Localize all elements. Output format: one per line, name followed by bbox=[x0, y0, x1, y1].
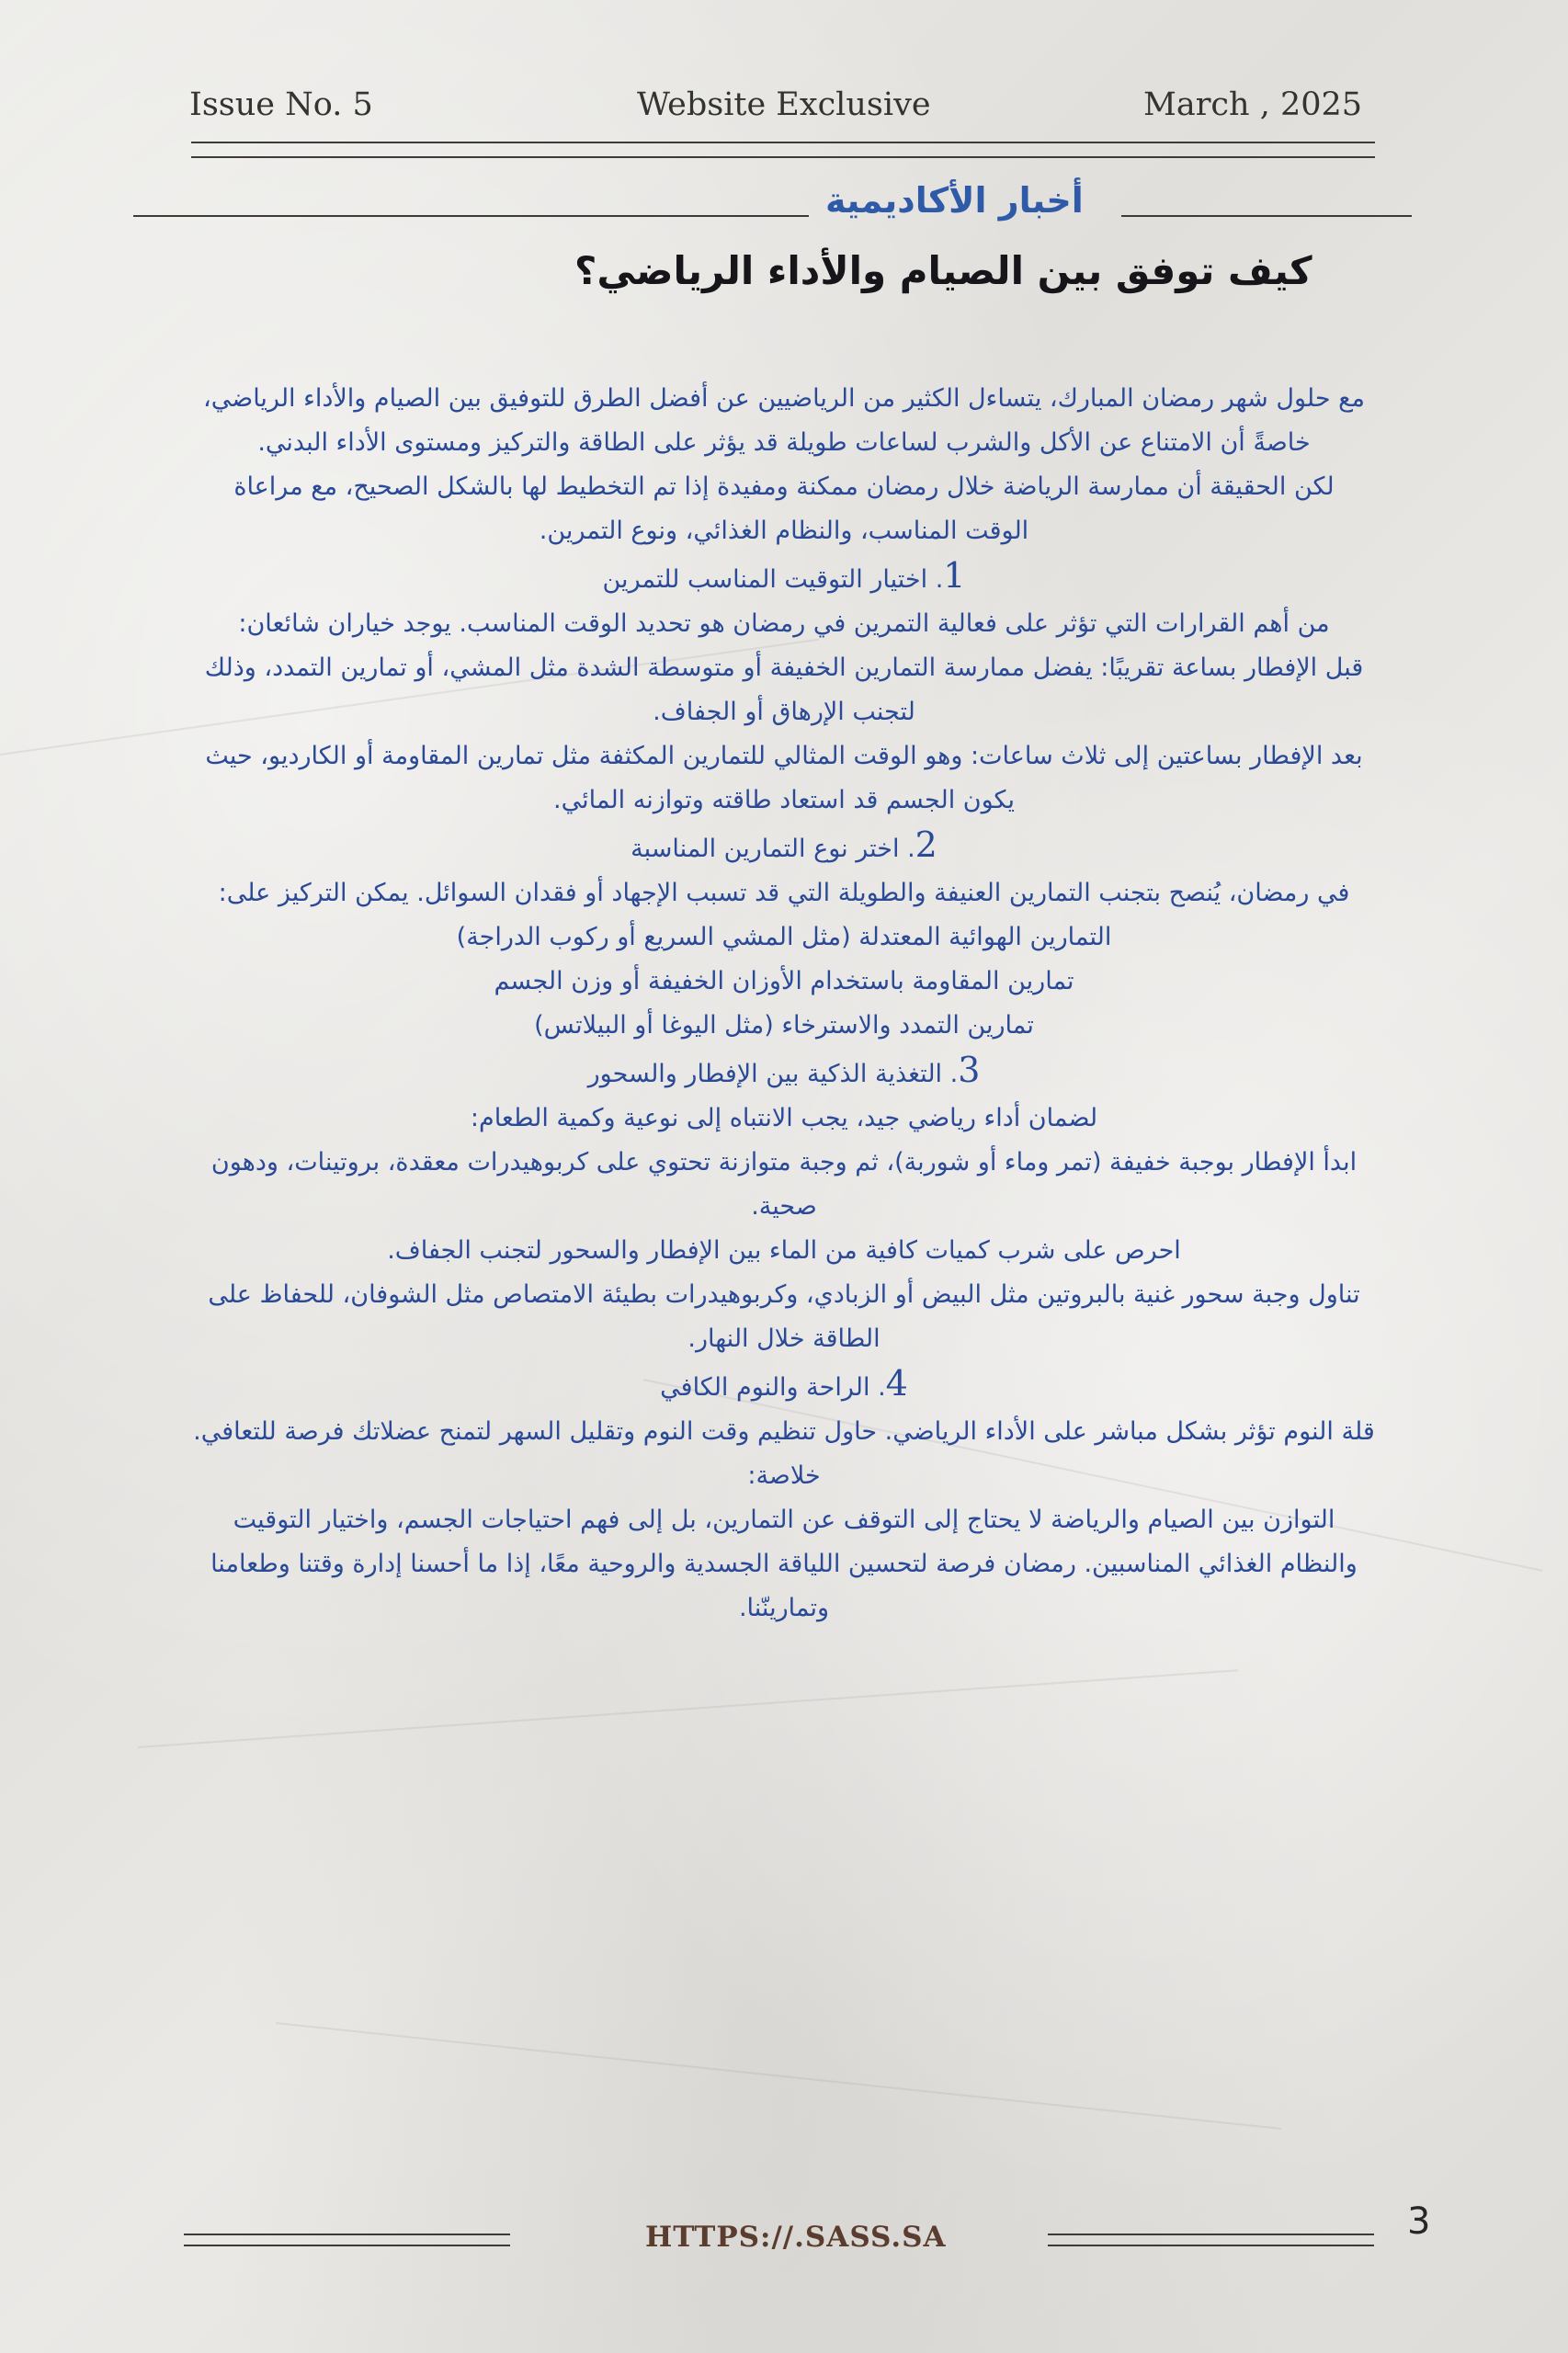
paper-crease bbox=[138, 1669, 1238, 1748]
section-number: 2 bbox=[915, 824, 937, 865]
section-heading-text: الراحة والنوم الكافي bbox=[660, 1373, 870, 1402]
footer-url-link[interactable]: HTTPS://.SASS.SA bbox=[645, 2221, 947, 2254]
section-heading-1: 1. اختيار التوقيت المناسب للتمرين bbox=[602, 555, 966, 596]
article-body bbox=[37, 377, 1531, 1631]
issue-number: Issue No. 5 bbox=[189, 86, 373, 123]
section-heading-2: 2. اختر نوع التمارين المناسبة bbox=[631, 824, 937, 865]
body-line: لتجنب الإرهاق أو الجفاف. bbox=[653, 698, 915, 726]
body-line: تناول وجبة سحور غنية بالبروتين مثل البيض أو الزبادي، وكربوهيدرات بطيئة الامتصاص مثل الشوفان، للحفاظ على bbox=[208, 1280, 1360, 1309]
body-line: الطاقة خلال النهار. bbox=[687, 1324, 881, 1353]
body-line: تمارين التمدد والاسترخاء (مثل اليوغا أو البيلاتس) bbox=[534, 1011, 1034, 1040]
header-rule-top bbox=[191, 142, 1375, 143]
intro-line: الوقت المناسب، والنظام الغذائي، ونوع التمرين. bbox=[539, 517, 1029, 545]
body-line: تمارين المقاومة باستخدام الأوزان الخفيفة أو وزن الجسم bbox=[494, 967, 1074, 995]
body-line: وتمارينّنا. bbox=[738, 1594, 830, 1622]
edition-label: Website Exclusive bbox=[637, 86, 931, 123]
issue-date: March , 2025 bbox=[1143, 86, 1363, 123]
section-rule-right bbox=[1121, 215, 1412, 217]
body-line: قبل الإفطار بساعة تقريبًا: يفضل ممارسة التمارين الخفيفة أو متوسطة الشدة مثل المشي، أو تمارين التمدد، وذلك bbox=[204, 654, 1364, 682]
body-line: والنظام الغذائي المناسبين. رمضان فرصة لتحسين اللياقة الجسدية والروحية معًا، إذا ما أحسنا إدارة وقتنا وطعامنا bbox=[210, 1550, 1358, 1578]
intro-line: مع حلول شهر رمضان المبارك، يتساءل الكثير من الرياضيين عن أفضل الطرق للتوفيق بين الصيام والأداء الرياضي، bbox=[203, 384, 1365, 413]
section-heading-text: اختر نوع التمارين المناسبة bbox=[631, 835, 900, 863]
body-line: لضمان أداء رياضي جيد، يجب الانتباه إلى نوعية وكمية الطعام: bbox=[470, 1104, 1098, 1132]
page-number: 3 bbox=[1407, 2200, 1431, 2243]
body-line: التمارين الهوائية المعتدلة (مثل المشي السريع أو ركوب الدراجة) bbox=[456, 923, 1112, 951]
body-line: ابدأ الإفطار بوجبة خفيفة (تمر وماء أو شوربة)، ثم وجبة متوازنة تحتوي على كربوهيدرات معقدة، بروتينات، ودهون bbox=[210, 1148, 1358, 1176]
section-number: 1 bbox=[943, 555, 966, 596]
body-line: من أهم القرارات التي تؤثر على فعالية التمرين في رمضان هو تحديد الوقت المناسب. يوجد خياران شائعان: bbox=[238, 609, 1330, 638]
section-number: 4 bbox=[885, 1363, 908, 1404]
body-line: احرص على شرب كميات كافية من الماء بين الإفطار والسحور لتجنب الجفاف. bbox=[387, 1236, 1181, 1265]
section-heading-text: التغذية الذكية بين الإفطار والسحور bbox=[587, 1060, 943, 1088]
footer-rule-right-bottom bbox=[1048, 2245, 1374, 2246]
paper-crease bbox=[276, 2022, 1281, 2130]
section-title: أخبار الأكاديمية bbox=[825, 180, 1084, 221]
section-number: 3 bbox=[958, 1050, 981, 1090]
footer-rule-left-top bbox=[184, 2234, 510, 2235]
body-line: في رمضان، يُنصح بتجنب التمارين العنيفة والطويلة التي قد تسبب الإجهاد أو فقدان السوائل. يمكن التركيز على: bbox=[218, 879, 1350, 907]
footer-rule-right-top bbox=[1048, 2234, 1374, 2235]
section-heading-4: 4. الراحة والنوم الكافي bbox=[660, 1363, 908, 1404]
body-line: قلة النوم تؤثر بشكل مباشر على الأداء الرياضي. حاول تنظيم وقت النوم وتقليل السهر لتمنح عضلاتك فرصة للتعافي. bbox=[193, 1417, 1375, 1446]
summary-label: خلاصة: bbox=[747, 1461, 821, 1490]
body-line: بعد الإفطار بساعتين إلى ثلاث ساعات: وهو الوقت المثالي للتمارين المكثفة مثل تمارين المقاومة أو الكارديو، حيث bbox=[205, 742, 1363, 770]
section-rule-left bbox=[133, 215, 809, 217]
header-rule-bottom bbox=[191, 156, 1375, 158]
body-line: يكون الجسم قد استعاد طاقته وتوازنه المائي. bbox=[553, 786, 1015, 814]
article-headline: كيف توفق بين الصيام والأداء الرياضي؟ bbox=[574, 248, 1312, 293]
footer-rule-left-bottom bbox=[184, 2245, 510, 2246]
intro-line: خاصةً أن الامتناع عن الأكل والشرب لساعات طويلة قد يؤثر على الطاقة والتركيز ومستوى الأداء البدني. bbox=[257, 428, 1311, 457]
body-line: التوازن بين الصيام والرياضة لا يحتاج إلى التوقف عن التمارين، بل إلى فهم احتياجات الجسم، واختيار التوقيت bbox=[233, 1506, 1335, 1534]
intro-line: لكن الحقيقة أن ممارسة الرياضة خلال رمضان ممكنة ومفيدة إذا تم التخطيط لها بالشكل الصحيح، مع مراعاة bbox=[233, 472, 1335, 501]
body-line: صحية. bbox=[751, 1192, 817, 1221]
section-heading-3: 3. التغذية الذكية بين الإفطار والسحور bbox=[587, 1050, 981, 1090]
section-heading-text: اختيار التوقيت المناسب للتمرين bbox=[602, 565, 928, 594]
